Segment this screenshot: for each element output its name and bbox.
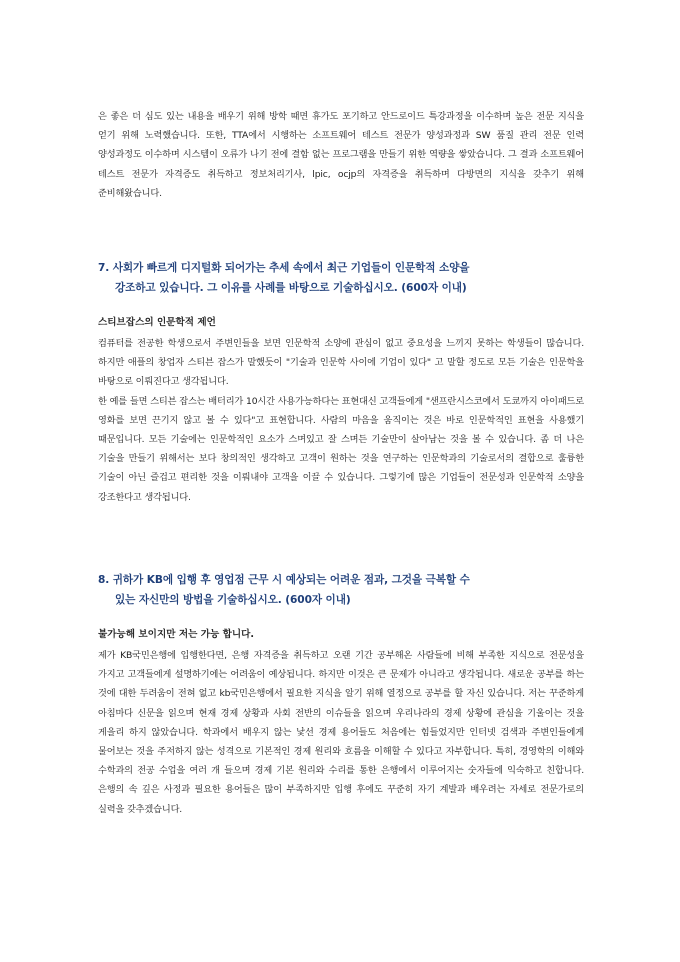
answer-8-section (98, 626, 584, 819)
answer-7-paragraph-1: 컴퓨터를 전공한 학생으로서 주변인들을 보면 인문학적 소양에 관심이 없고 중요성을 느끼지 못하는 학생들이 많습니다. 하지만 애플의 창업자 스티븐 잡스가 말했듯이 "기술과 인문학 사이에 기업이 있다" 고 말할 정도로 모든 기술은 인문학을 바탕으로 이뤄진다고 생각됩니다. (98, 338, 584, 388)
question-7-title (98, 258, 584, 298)
answer-7-paragraph-2: 한 예를 들면 스티븐 잡스는 배터리가 10시간 사용가능하다는 표현대신 고객들에게 "샌프란시스코에서 도쿄까지 아이패드로 영화를 보면 끈기지 않고 볼 수 있다"고 표현합니다. 사람의 마음을 움직이는 것은 바로 인문학적인 표현을 사용했기 때문입니다. 모든 기술에는 인문학적인 요소가 스며있고 잘 스며든 기술만이 살아남는 것을 볼 수 있습니다. 좀 더 나은 기술을 만들기 위해서는 보다 창의적인 생각하고 고객이 원하는 것을 연구하는 인문학과의 기술로서의 결합으로 훌륭한 기술이 아닌 즐겁고 편리한 것을 이뤄내야 고객을 이끌 수 있습니다. 그렇기에 많은 기업들이 전문성과 인문학적 소양을 강조한다고 생각됩니다. (98, 395, 584, 503)
question-7-line-1: 7. 사회가 빠르게 디지털화 되어가는 추세 속에서 최근 기업들이 인문학적 소양을 (98, 262, 470, 274)
question-8-line-2: 있는 자신만의 방법을 기술하십시오. (600자 이내) (115, 594, 351, 606)
answer-7-subhead: 스티브잡스의 인문학적 제언 (98, 317, 216, 328)
answer-7-section (98, 314, 584, 507)
question-8-title (98, 570, 584, 610)
answer-8-paragraph-1: 제가 KB국민은행에 입행한다면, 은행 자격증을 취득하고 오랜 기간 공부해온 사람들에 비해 부족한 지식으로 전문성을 가지고 고객들에게 설명하기에는 어려움이 예상됩니다. 하지만 이것은 큰 문제가 아니라고 생각됩니다. 새로운 공부를 하는 것에 대한 두려움이 전혀 없고 kb국민은행에서 필요한 지식을 알기 위해 열정으로 공부를 할 자신 있습니다. 저는 꾸준하게 아침마다 신문을 읽으며 현재 경제 상황과 사회 전반의 이슈들을 읽으며 우리나라의 경제 상황에 관심을 기울이는 것을 게을리 하지 않았습니다. 학과에서 배우지 않는 낯선 경제 용어들도 처음에는 힘들었지만 인터넷 검색과 주변인들에게 물어보는 것을 주저하지 않는 성격으로 기본적인 경제 원리와 흐름을 이해할 수 있다고 자부합니다. 특히, 경영학의 이해와 수학과의 전공 수업을 여러 개 들으며 경제 기본 원리와 수리를 통한 은행에서 이루어지는 숫자들에 익숙하고 친합니다. 은행의 속 깊은 사정과 필요한 용어들은 많이 부족하지만 입행 후에도 꾸준히 자기 계발과 배우려는 자세로 전문가로의 실력을 갖추겠습니다. (98, 650, 584, 815)
intro-paragraph: 은 좋은 더 심도 있는 내용을 배우기 위해 방학 때면 휴가도 포기하고 안드로이드 특강과정을 이수하며 높은 전문 지식을 얻기 위해 노력했습니다. 또한, TTA에서 시행하는 소프트웨어 테스트 전문가 양성과정과 SW 품질 관리 전문 인력 양성과정도 이수하며 시스템이 오류가 나기 전에 결함 없는 프로그램을 만들기 위한 역량을 쌓았습니다. 그 결과 소프트웨어 테스트 전문가 자격증도 취득하고 정보처리기사, lpic, ocjp의 자격증을 취득하며 다방면의 지식을 갖추기 위해 준비해왔습니다. (98, 111, 584, 199)
question-8-section (98, 570, 584, 610)
question-7-line-2: 강조하고 있습니다. 그 이유를 사례를 바탕으로 기술하십시오. (600자 이내) (115, 282, 467, 294)
question-8-line-1: 8. 귀하가 KB에 입행 후 영업점 근무 시 예상되는 어려운 점과, 그것을 극복할 수 (98, 574, 470, 586)
intro-section (98, 107, 584, 203)
answer-8-subhead: 불가능해 보이지만 저는 가능 합니다. (98, 629, 255, 640)
question-7-section (98, 258, 584, 298)
